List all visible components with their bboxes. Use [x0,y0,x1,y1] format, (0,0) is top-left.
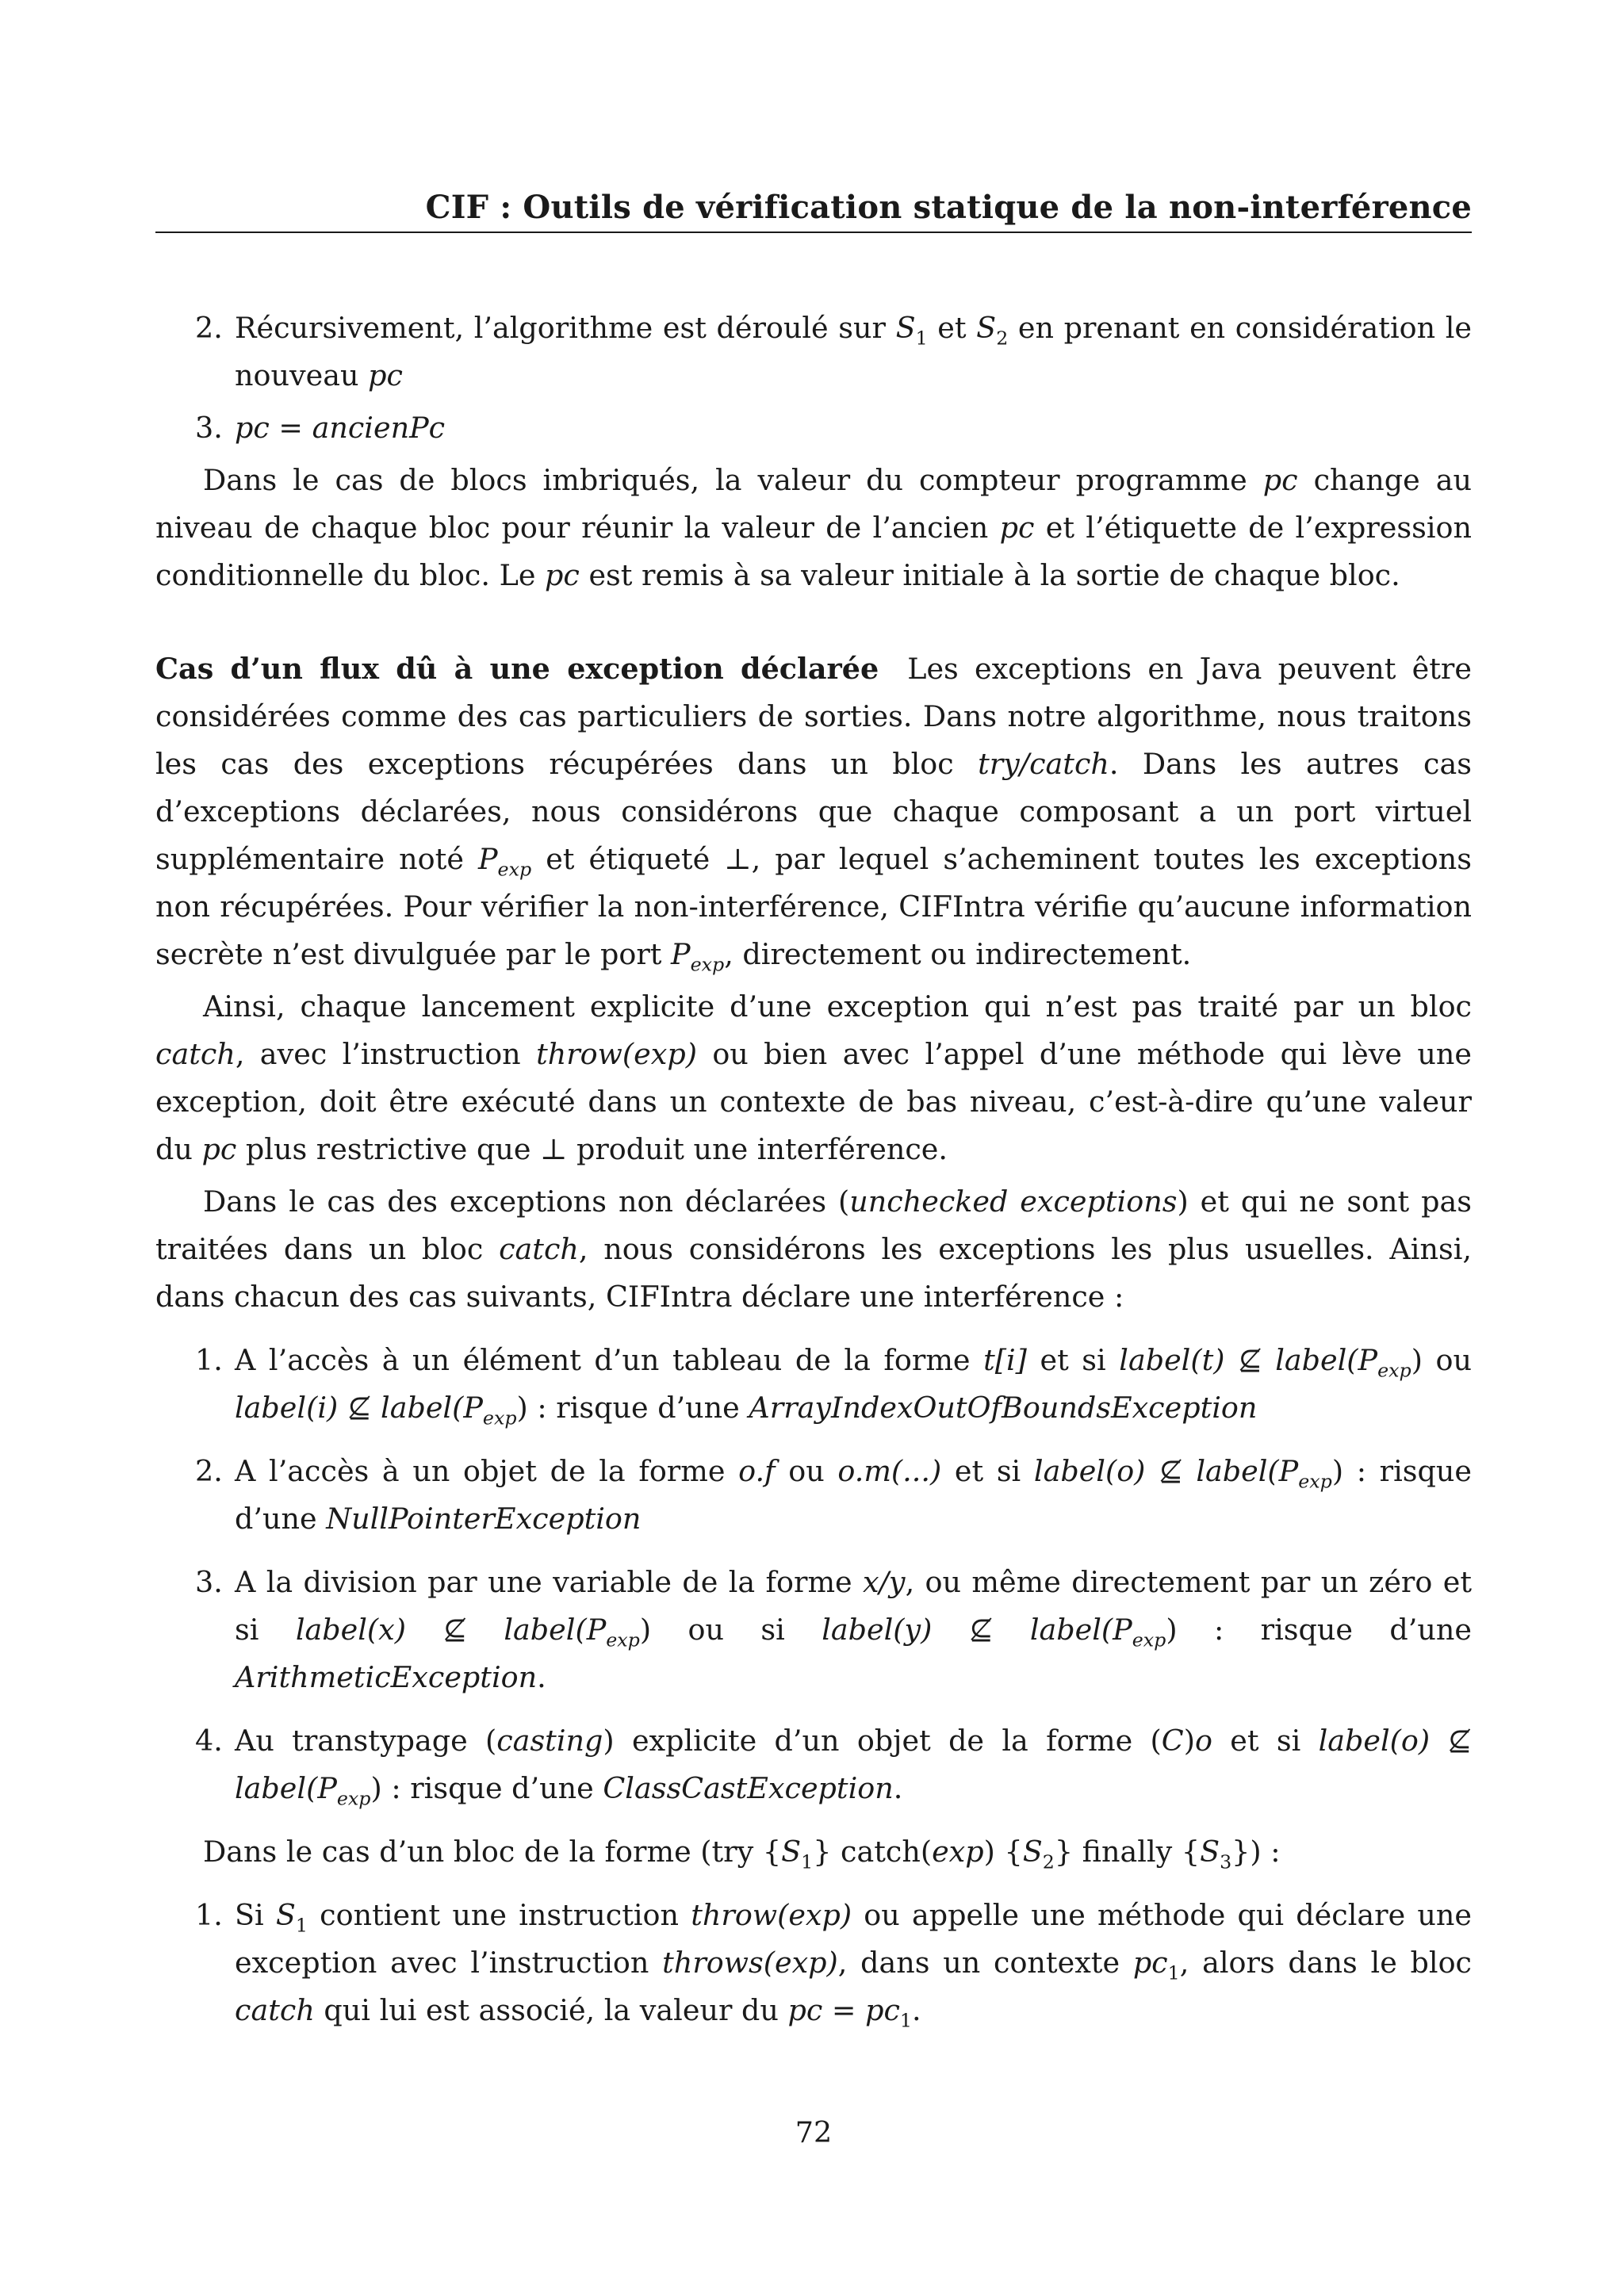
section-paragraph: Cas d’un flux dû à une exception déclarée Les exceptions en Java peuvent être considérées comme des cas particuliers de sorties. Dans notre algorithme, nous traitons les cas des exceptions récupérées dans un bloc try/catch. Dans les autres cas d’exceptions déclarées, nous considérons que chaque composant a un port virtuel supplémentaire noté $P_{exp}$ et étiqueté ⊥, par lequel s’acheminent toutes les exceptions non récupérées. Pour vérifier la non-interférence, CIFIntra vérifie qu’aucune information secrète n’est divulguée par le port $P_{exp}$, directement ou indirectement. [155,652,1472,976]
section-heading: Cas d’un flux dû à une exception déclarée [155,652,879,686]
list-item: 2. A l’accès à un objet de la forme o.f ou o.m(...) et si label(o) ⊈ $label(P_{exp})$ : risque d’une NullPointerException [195,1454,1473,1536]
list-item: 2. Récursivement, l’algorithme est déroulé sur $S_1$ et $S_2$ en prenant en considération le nouveau pc [195,311,1473,392]
header-rule [155,232,1472,233]
list-item: 1. Si $S_1$ contient une instruction throw(exp) ou appelle une méthode qui déclare une exception avec l’instruction throws(exp), dans un contexte $pc_1$, alors dans le bloc catch qui lui est associé, la valeur du pc = $pc_1$. [195,1898,1472,2032]
continued-list [155,304,1472,452]
running-header: CIF : Outils de vérification statique de la non-interférence [425,189,1472,226]
list-item: 3. pc = ancienPc [195,411,446,445]
list-item: 1. A l’accès à un élément d’un tableau de la forme t[i] et si label(t) ⊈ $label(P_{exp})$ ou label(i) ⊈ $label(P_{exp})$ : risque d’une ArrayIndexOutOfBoundsException [195,1343,1472,1429]
paragraph: Dans le cas des exceptions non déclarées (unchecked exceptions) et qui ne sont pas traitées dans un bloc catch, nous considérons les exceptions les plus usuelles. Ainsi, dans chacun des cas suivants, CIFIntra déclare une interférence : [155,1184,1472,1314]
paragraph: Dans le cas d’un bloc de la forme (try $\{S_1\}$ catch(exp) $\{S_2\}$ finally $\{S_3\}$) : [203,1835,1281,1873]
try-catch-list [155,1892,1472,2034]
paragraph: Dans le cas de blocs imbriqués, la valeur du compteur programme pc change au niveau de chaque bloc pour réunir la valeur de l’ancien pc et l’étiquette de l’expression conditionnelle du bloc. Le pc est remis à sa valeur initiale à la sortie de chaque bloc. [155,463,1473,592]
paragraph: Ainsi, chaque lancement explicite d’une exception qui n’est pas traité par un bloc catch, avec l’instruction throw(exp) ou bien avec l’appel d’une méthode qui lève une exception, doit être exécuté dans un contexte de bas niveau, c’est-à-dire qu’une valeur du pc plus restrictive que ⊥ produit une interférence. [155,989,1472,1166]
list-item: 4. Au transtypage (casting) explicite d’un objet de la forme (C)o et si label(o) ⊈ $label(P_{exp})$ : risque d’une ClassCastException. [195,1724,1473,1810]
list-item: 3. A la division par une variable de la forme x/y, ou même directement par un zéro et si label(x) ⊈ $label(P_{exp})$ ou si label(y) ⊈ $label(P_{exp})$ : risque d’une ArithmeticException. [195,1565,1472,1694]
exception-list [155,1337,1472,1812]
page-number: 72 [795,2115,833,2149]
page-body [155,304,1472,2039]
